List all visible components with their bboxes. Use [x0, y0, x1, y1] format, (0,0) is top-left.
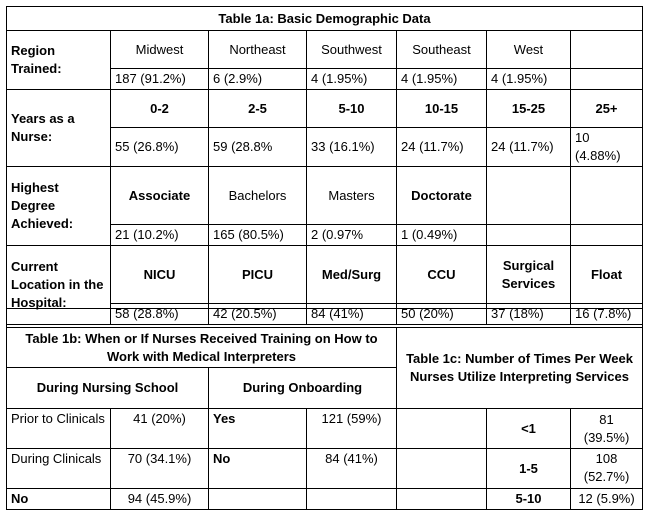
- category-cell: [571, 31, 643, 69]
- value-cell: 165 (80.5%): [209, 225, 307, 246]
- row-label-years: Years as a Nurse:: [7, 90, 111, 167]
- school-row-label: Prior to Clinicals: [7, 409, 111, 449]
- onboarding-header: During Onboarding: [209, 368, 397, 409]
- category-cell: PICU: [209, 246, 307, 304]
- frequency-value: 108 (52.7%): [571, 449, 643, 489]
- category-cell: NICU: [111, 246, 209, 304]
- category-cell: Southeast: [397, 31, 487, 69]
- frequency-label: 1-5: [487, 449, 571, 489]
- value-cell: 59 (28.8%: [209, 128, 307, 167]
- value-cell: 6 (2.9%): [209, 69, 307, 90]
- category-cell: 25+: [571, 90, 643, 128]
- category-cell: Float: [571, 246, 643, 304]
- value-cell: 55 (26.8%): [111, 128, 209, 167]
- value-cell: 187 (91.2%): [111, 69, 209, 90]
- frequency-value: 12 (5.9%): [571, 489, 643, 510]
- spacer-row: [7, 309, 643, 328]
- empty-cell: [397, 409, 487, 449]
- table-1a-demographics: [6, 6, 643, 325]
- category-cell: 10-15: [397, 90, 487, 128]
- row-label-degree: Highest Degree Achieved:: [7, 167, 111, 246]
- value-cell: 24 (11.7%): [397, 128, 487, 167]
- category-cell: Masters: [307, 167, 397, 225]
- onboarding-row-value: 121 (59%): [307, 409, 397, 449]
- value-cell: 21 (10.2%): [111, 225, 209, 246]
- category-cell: Doctorate: [397, 167, 487, 225]
- onboarding-row-label: No: [209, 449, 307, 489]
- value-cell: [571, 225, 643, 246]
- frequency-value: 81 (39.5%): [571, 409, 643, 449]
- value-cell: 58 (28.8%): [111, 304, 209, 325]
- value-cell: [571, 69, 643, 90]
- category-cell: West: [487, 31, 571, 69]
- value-cell: 50 (20%): [397, 304, 487, 325]
- category-cell: Associate: [111, 167, 209, 225]
- category-cell: Midwest: [111, 31, 209, 69]
- value-cell: 4 (1.95%): [487, 69, 571, 90]
- empty-cell: [397, 489, 487, 510]
- category-cell: [487, 167, 571, 225]
- category-cell: Bachelors: [209, 167, 307, 225]
- table-1b-title: Table 1b: When or If Nurses Received Training on How to Work with Medical Interpreters: [7, 328, 397, 368]
- school-header: During Nursing School: [7, 368, 209, 409]
- row-label-region: Region Trained:: [7, 31, 111, 90]
- frequency-label: <1: [487, 409, 571, 449]
- empty-cell: [209, 489, 307, 510]
- category-cell: Southwest: [307, 31, 397, 69]
- value-cell: 10 (4.88%): [571, 128, 643, 167]
- frequency-label: 5-10: [487, 489, 571, 510]
- category-cell: [571, 167, 643, 225]
- table-1b-1c-training: [6, 308, 643, 510]
- school-row-label: No: [7, 489, 111, 510]
- table-1a-title: Table 1a: Basic Demographic Data: [7, 7, 643, 31]
- value-cell: 42 (20.5%): [209, 304, 307, 325]
- value-cell: 24 (11.7%): [487, 128, 571, 167]
- value-cell: 4 (1.95%): [307, 69, 397, 90]
- category-cell: 0-2: [111, 90, 209, 128]
- school-row-label: During Clinicals: [7, 449, 111, 489]
- category-cell: CCU: [397, 246, 487, 304]
- empty-cell: [397, 449, 487, 489]
- school-row-value: 94 (45.9%): [111, 489, 209, 510]
- category-cell: 15-25: [487, 90, 571, 128]
- category-cell: 2-5: [209, 90, 307, 128]
- table-1c-title: Table 1c: Number of Times Per Week Nurses Utilize Interpreting Services: [397, 328, 643, 409]
- value-cell: 16 (7.8%): [571, 304, 643, 325]
- value-cell: 4 (1.95%): [397, 69, 487, 90]
- category-cell: Med/Surg: [307, 246, 397, 304]
- category-cell: 5-10: [307, 90, 397, 128]
- empty-cell: [307, 489, 397, 510]
- value-cell: 84 (41%): [307, 304, 397, 325]
- value-cell: [487, 225, 571, 246]
- value-cell: 2 (0.97%: [307, 225, 397, 246]
- category-cell: Surgical Services: [487, 246, 571, 304]
- category-cell: Northeast: [209, 31, 307, 69]
- school-row-value: 41 (20%): [111, 409, 209, 449]
- value-cell: 33 (16.1%): [307, 128, 397, 167]
- onboarding-row-value: 84 (41%): [307, 449, 397, 489]
- onboarding-row-label: Yes: [209, 409, 307, 449]
- school-row-value: 70 (34.1%): [111, 449, 209, 489]
- value-cell: 1 (0.49%): [397, 225, 487, 246]
- value-cell: 37 (18%): [487, 304, 571, 325]
- row-label-location: Current Location in the Hospital:: [7, 246, 111, 325]
